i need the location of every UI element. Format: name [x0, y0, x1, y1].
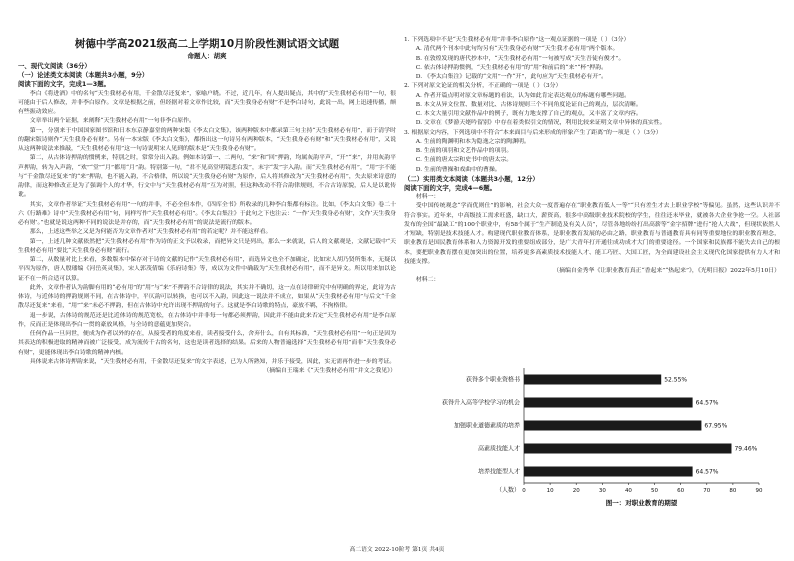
right-body — [404, 36, 780, 286]
material-1-text: 受中国传统观念“学而优则仕”的影响，社会大众一度普遍存在“职业教育低人一等”“只有差生才去上职业学校”等偏见。虽然，这些认识并不符合事实。近年来，中高级技工需求旺盛，缺口大，薪资高，很多中高级职业技术院校的学生，往往还未毕业，就被各大企业争抢一空。人社部发布的全国“最缺工”的100个职业中，有58个属于“生产制造及有关人员”，尽管各地纷纷打出高薪等“金字招牌”进行“抢人大战”，但现状依然人才短缺，特别是技术技能人才。构建现代职业教育体系，是职业教育发展的必由之路，职业教育与普通教育具有同等重要地位的职业教育理念，职业教育是国民教育体系和人力资源开发的重要组成部分，是广大青年打开通往成功成才大门的重要途径。一个国家和民族都不能失去自己的根本，要把职业教育摆在更加突出的位置，培养更多高素质技术技能人才、能工巧匠、大国工匠，为全面建设社会主义现代化国家提供有力人才和技能支撑。 — [404, 203, 780, 265]
category-label: 获得升入高等学校学习的机会 — [441, 399, 520, 407]
option: C. 生前的唐太宗和史书中的唐太宗。 — [415, 157, 513, 164]
left-body — [18, 62, 396, 376]
material-1-source: （摘编自金秀华《让职业教育真正“香起来”“热起来”》，《光明日报》2022年5月10日） — [553, 268, 780, 275]
paragraph: 此外，文章作者认为韵脚有用的“必有用”的“用”与“来”不押韵不合诗律的说法，其实并不确切，这一点在诗律研究中有明确的界定，此诗为古体诗，与近体诗的押韵规则不同，在古体诗中，平仄韵可以转换，也可以不入韵，因此这一说法并不成立，如果从“天生我材必有用”与后文“千金散尽还复来”来看，“用”“来”未必不押韵，但在古体诗中允许出现不押韵的句子。这就是李白诗歌的特点，豪放不羁，不拘格律。 — [18, 284, 396, 310]
category-label: 高素质技能人才 — [477, 445, 520, 453]
paragraph: 第二，从数量对比上来看，多数版本中保存对于诗的文献的记作“天生我材必有用”，而选异文也全不加确定，比如宋人胡乃贤所集本，无疑以平四为原作，唐人殷璠编《河岳英灵集》，宋人郭茂倩编《乐府诗集》等，成以为文件中确载为“天生我材必有用”，而不是异文。所以用来加以论证不在一所合适可以算。 — [18, 257, 396, 282]
paragraph: 第一，分别来于中国国家图书馆和日本东京静嘉堂的两种宋版《李太白文集》，该两种版本中都录第三句主持“天生我材必有用”，而于清学时的翻宋版诗则作“天生我身必有财”。另有一本宋版《李太白文集》，都指出这一句诗另有两种版本，“天生我身必有财”和“天生我材必有用”，又说从这两种说法来推敲，“天生我材必有用”这一句诗说明宋人见到的版本是“天生我身必有财”。 — [18, 127, 396, 153]
question-1: 1. 下列选项中不是“天生我材必有用”并非李白原作”这一观点证据的一项是（ ）（3分） — [404, 37, 630, 43]
page-footer: 高二语文 2022-10阶考 第1页 共4页 — [349, 547, 445, 553]
option: A. 作者开篇点明对原文章标题的看法，认为如此肯定表达观点的标题有哪些问题。 — [415, 92, 630, 99]
data-label: 64.57% — [695, 468, 719, 476]
bar — [524, 375, 661, 385]
data-label: 67.95% — [704, 422, 728, 430]
data-label: 64.57% — [695, 399, 719, 407]
option: D. 生前的曹操和戏曲中的曹操。 — [415, 166, 501, 173]
section-heading-1: 一、现代文阅读（36分） — [18, 62, 91, 70]
paragraph: 李白《将进酒》中的名句“天生我材必有用，千金散尽还复来”，家喻户晓。不过，近几年，有人提出疑点，其中的“天生我材必有用”一句，很可能由于后人修改，并非李白原作。文章是根据之前，但经据对着文章作比较，而“天生我身必有财”不是李白诗句，此说一出，网上迅速传播，颇有些振动效应。 — [18, 90, 396, 116]
reading-instruction-2: 阅读下面的文字，完成4—6题。 — [404, 183, 496, 192]
paragraph: 任何作品一旦问世，便成为作者以外的存在，从接受者的角度来看，读者接受什么，舍弃什么，自有其标准，“天生我材必有用”一句正是因为其表达的积极进取的精神而被广泛接受，成为流传千古的名句，这也是读者选择的结果。后来的人物普遍选择“天生我材必有用”而非“天生我身必有财”，更能体现出李白诗歌的精神内核。 — [18, 331, 396, 356]
option: A. 生前的陶渊明和本为隐逸之宗的陶渊明。 — [415, 138, 530, 145]
data-label: 79.46% — [734, 445, 758, 453]
paragraph: 第一，上述几种文献依然把“天生我材必有用”作为诗的正文予以收录，而把异文只是列出，那么一来就说，后人的文献观是，文献记载中“天生我材必有用”要比“天生我身必有财”流行。 — [18, 238, 396, 254]
bar — [524, 444, 731, 454]
paragraph: 第二，从古体诗押韵的惯例来，特别之时，常常分出入韵。例如本诗第一、二两句，“来”和“回”押韵，均属灰韵平声，“开”“来”，并用灰韵平声押韵，转为入声韵，“欢”“堂”“月”都用“月”韵。特别第一句，“君不见高堂明镜悲白发”，末字“发”字入韵。而“天生我材必有用”，“用”字不能与“千金散尽还复来”的“来”押韵，也不能入韵，不合格律，所以说“天生我身必有财”为原作，后人将其修改为“天生我材必有用”，失去原来诗意的韵律，而这种修改正是为了强调个人的才华，行文中与“天生我材必有用”互为对照，但这种改动不符合韵律规则，不合古诗原貌，后人是以讹传讹。 — [18, 155, 396, 199]
passage-source: （摘编自王瑞来《“天生我材必有用”并文之我见》） — [263, 368, 396, 375]
x-tick-label: 40 — [624, 488, 632, 494]
option: C. 依古体诗押韵惯例，“天生我材必有用”的“用”和前后的“来”“杯”押韵。 — [415, 64, 607, 71]
paragraph: 其实，文章作者举证“天生我材必有用”一句的并非，不必全但本作，《四库全书》所收录的几种李白集都有标注。比如，《李太白文集》卷二十六《行路难》诗中“天生我材必有用”句，同样写作“天生我材必有用”。《李太白集注》于此句之下也注云：“一作‘天生我身必有财’，文作‘天生我身必有财’。”也就是说这两种不同的说法是并存的，而“天生我材必有用”的说法是流行的版本。 — [18, 201, 396, 227]
x-tick-label: 30 — [598, 488, 606, 494]
option: D. 文章在《梦游天姥吟留别》中存在着类似引文的情况，利用比较来证明文章中异体的真实性。 — [415, 120, 666, 127]
x-tick-label: 70 — [703, 488, 711, 494]
x-tick-label: 60 — [677, 488, 685, 494]
bar-chart — [404, 360, 780, 540]
option: A. 清代两个刊本中此句均另有“天生我身必有财”“天生我才必有用”两个版本。 — [415, 46, 619, 53]
x-tick-label: 20 — [572, 488, 580, 494]
x-tick-label: 10 — [546, 488, 554, 494]
option: B. 本文从异文位置、数量对比、古体诗规则三个不同角度论证自己的观点，层次清晰。 — [415, 101, 642, 108]
option: B. 生前的项羽和文艺作品中的项羽。 — [415, 148, 513, 154]
bar — [524, 398, 693, 408]
reading-instruction-1: 阅读下面的文字，完成1—3题。 — [18, 80, 110, 89]
exam-author: 命题人：胡爽 — [187, 52, 227, 60]
option: C. 本文大量引用文献作品中的例子，既有力地支撑了自己的观点，又丰富了文章内容。 — [415, 111, 642, 117]
question-2: 2. 下列对原文论证的相关分析，不正确的一项是（ ）（3分） — [404, 83, 562, 90]
question-3: 3. 根据原文内容，下列选项中不符合“本来面目与后来形成的形象产生了距离”的一项是（ ）（3分） — [404, 129, 662, 136]
bar — [524, 467, 693, 477]
subsection-heading-2: （二）实用类文本阅读（本题共3小题，12分） — [404, 174, 539, 183]
option: D. 《李太白集注》记载的“文用”一作“开”，此句应为“天生我材必有开”。 — [415, 74, 608, 80]
category-label: 培养技能型人才 — [477, 468, 520, 476]
option: B. 在敦煌发现的唐代抄本中，“天生我材必有用”一句被写成“天生吾徒有俊才”。 — [415, 55, 625, 62]
data-label: 52.55% — [664, 376, 688, 384]
chart-title: 图一：对职业教育的期望 — [605, 499, 678, 507]
category-label: 获得多个职业资格书 — [465, 376, 520, 384]
x-axis-label: （人数） — [495, 487, 520, 494]
paragraph: 具体说来古体诗押韵来说，“天生我材必有用，千金散尽还复来”的文字表述，已为人所熟知，并乐于接受，因此，实无需再作进一步的考证。 — [29, 358, 396, 365]
x-tick-label: 0 — [522, 488, 526, 494]
subsection-heading-1: （一）论述类文本阅读（本题共3小题，9分） — [18, 71, 149, 80]
x-tick-label: 80 — [729, 488, 737, 494]
material-1-label: 材料一： — [415, 194, 440, 201]
paragraph: 那么，上述这些举之又是为何能否为文章作者对“天生我材必有用”的若定呢？并不能这样看。 — [29, 229, 272, 236]
x-tick-label: 50 — [651, 488, 659, 494]
paragraph: 文章举出两个证据，来阐释“天生我材必有用”一句非李白原作。 — [29, 118, 195, 125]
material-2-label: 材料二： — [415, 277, 440, 284]
x-tick-label: 90 — [755, 488, 763, 494]
exam-title: 树德中学高2021级高二上学期10月阶段性测试语文试题 — [74, 38, 340, 50]
category-label: 加强职业道德素质的培养 — [453, 422, 520, 430]
paragraph: 退一步说，古体诗的规范还是比近体诗的规范宽松，在古体诗中并非每一句都必须押韵，因此并不能由此来否定“天生我材必有用”是李白原作，反而正是体现出李白一贯的豪放风格，与全诗的意蕴更加契合。 — [18, 312, 396, 328]
bar — [524, 421, 701, 431]
